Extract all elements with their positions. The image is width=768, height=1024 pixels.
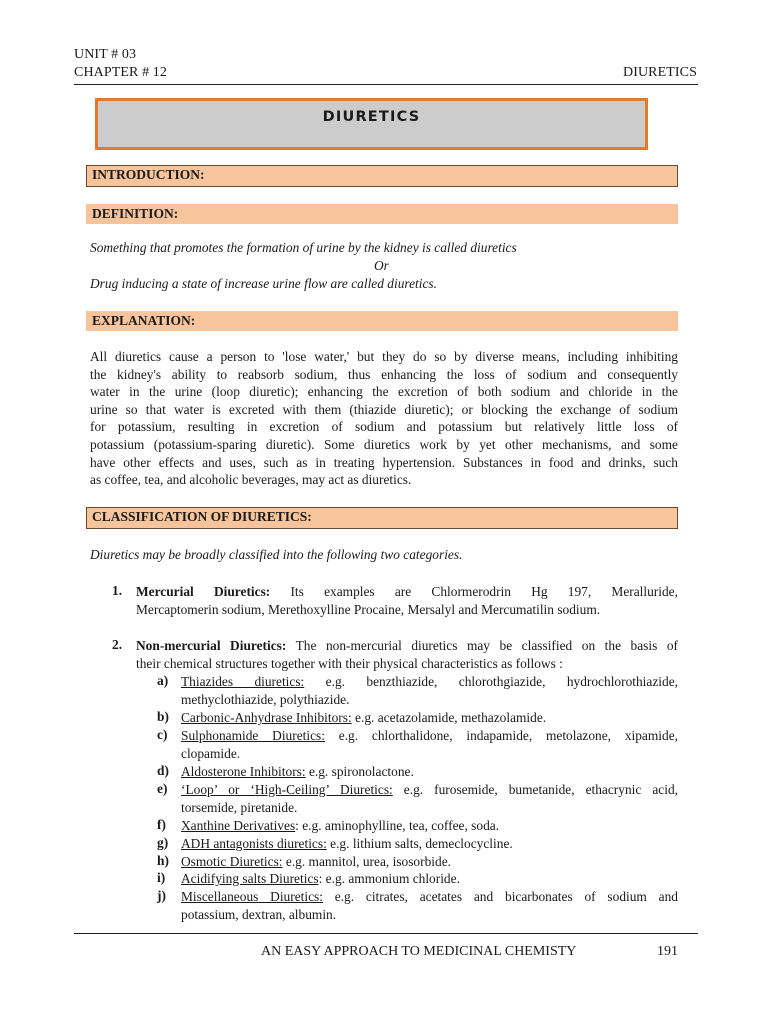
sub-letter: j) [157,888,166,903]
sub-letter: a) [157,673,169,688]
sub-item-text: e.g. spironolactone. [305,764,414,779]
item-title: Mercurial Diuretics: [136,584,271,599]
sub-item-text: e.g. acetazolamide, methazolamide. [351,710,547,725]
definition-line-1: Something that promotes the formation of urine by the kidney is called diuretics [90,240,517,255]
sub-letter: h) [157,853,169,868]
explanation-line: have other effects and uses, such as in treating hypertension. Substances in food and drinks, such [90,454,678,470]
item-text: their chemical structures together with their physical characteristics as follows : [136,655,563,671]
header-rule [74,84,698,85]
sub-letter: e) [157,781,168,796]
sub-letter: b) [157,709,169,724]
list-item-mercurial [136,583,678,618]
explanation-paragraph [90,348,678,489]
section-classification: CLASSIFICATION OF DIURETICS: [86,507,678,529]
sub-letter: i) [157,870,166,885]
sub-item-label: Thiazides diuretics: [181,674,305,689]
explanation-line: the kidney's ability to reabsorb sodium, thus enhancing the loss of sodium and consequently [90,366,678,382]
footer-book-title: AN EASY APPROACH TO MEDICINAL CHEMISTY [261,944,577,959]
definition-line-2: Drug inducing a state of increase urine flow are called diuretics. [90,276,437,291]
unit-label: UNIT # 03 [74,47,137,62]
sub-item-label: ‘Loop’ or ‘High-Ceiling’ Diuretics: [181,782,393,797]
explanation-line: as coffee, tea, and alcoholic beverages, may act as diuretics. [90,472,412,488]
sub-item [181,870,678,888]
item-text: Mercaptomerin sodium, Merethoxylline Procaine, Mersalyl and Mercumatilin sodium. [136,601,601,617]
list-item-non-mercurial [136,637,678,672]
footer-rule [74,933,698,934]
explanation-line: water in the urine (loop diuretic); enhancing the excretion of both sodium and chloride in the [90,384,678,400]
sub-item-text: methyclothiazide, polythiazide. [181,691,350,707]
sub-item [181,817,678,835]
sub-item-label: ADH antagonists diuretics: [181,836,327,851]
sub-item-label: Xanthine Derivatives [181,818,296,833]
section-definition: DEFINITION: [86,204,678,224]
sub-item-label: Carbonic-Anhydrase Inhibitors: [181,710,352,725]
sub-item [181,835,678,853]
sub-item-label: Sulphonamide Diuretics: [181,728,325,743]
sub-item-text: e.g. lithium salts, demeclocycline. [326,836,513,851]
explanation-line: for potassium, resulting in excretion of sodium and potassium but relatively little loss of [90,419,678,435]
sub-item [181,727,678,762]
sub-letter: c) [157,727,168,742]
explanation-line: urine so that water is excreted with them (thiazide diuretic); or blocking the exchange of sodium [90,401,678,417]
definition-or: Or [374,258,389,273]
sub-item [181,763,678,781]
section-explanation: EXPLANATION: [86,311,678,331]
chapter-label: CHAPTER # 12 [74,65,167,80]
explanation-line: potassium (potassium-sparing diuretic). Some diuretics work by yet other mechanisms, and some [90,436,678,452]
sub-item-text: potassium, dextran, albumin. [181,906,337,922]
sub-item [181,709,678,727]
sub-item-label: Acidifying salts Diuretics [181,871,319,886]
sub-item-text: clopamide. [181,745,241,761]
sub-item-text: e.g. mannitol, urea, isosorbide. [282,854,451,869]
explanation-line: All diuretics cause a person to 'lose water,' but they do so by diverse means, including inhibiting [90,349,678,364]
item-text: Its examples are Chlormerodrin Hg 197, Meralluride, [290,584,678,599]
page-number: 191 [657,944,678,959]
section-introduction: INTRODUCTION: [86,165,678,187]
list-number: 2. [112,637,123,652]
sub-item-text: e.g. citrates, acetates and bicarbonates of sodium and [322,889,678,904]
sub-letter: g) [157,835,169,850]
list-number: 1. [112,583,123,598]
sub-item [181,781,678,816]
chapter-title: DIURETICS [322,109,421,125]
sub-item-label: Miscellaneous Diuretics: [181,889,323,904]
sub-item-text: : e.g. aminophylline, tea, coffee, soda. [295,818,500,833]
sub-item-label: Osmotic Diuretics: [181,854,283,869]
sub-letter: f) [157,817,166,832]
item-title: Non-mercurial Diuretics: [136,638,287,653]
classification-intro: Diuretics may be broadly classified into the following two categories. [90,547,463,562]
sub-letter: d) [157,763,169,778]
sub-item-label: Aldosterone Inhibitors: [181,764,306,779]
sub-item-text: : e.g. ammonium chloride. [318,871,460,886]
sub-item-text: e.g. benzthiazide, chlorothgiazide, hydrochlorothiazide, [304,674,678,689]
sub-item [181,853,678,871]
sub-item [181,673,678,708]
sub-item-text: e.g. chlorthalidone, indapamide, metolazone, xipamide, [324,728,678,743]
header-subject: DIURETICS [622,65,697,80]
chapter-title-box [95,98,648,150]
sub-item-text: torsemide, piretanide. [181,799,298,815]
sub-item-text: e.g. furosemide, bumetanide, ethacrynic acid, [392,782,678,797]
item-text: The non-mercurial diuretics may be classified on the basis of [295,638,678,653]
sub-item [181,888,678,923]
